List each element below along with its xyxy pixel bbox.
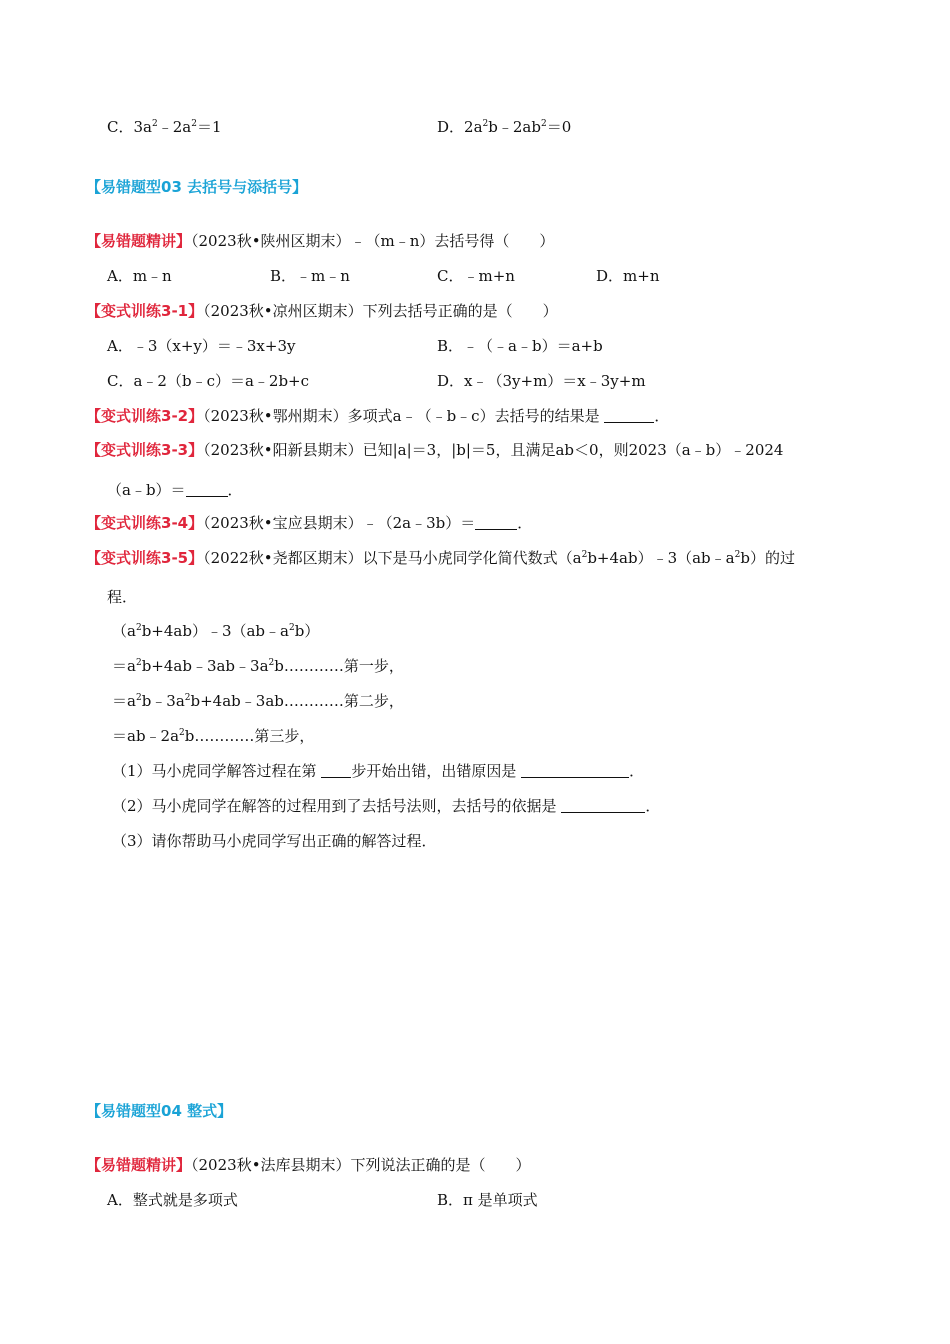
option-c: C．a﹣2（b﹣c）＝a﹣2b+c — [107, 372, 310, 390]
step-text: b+4ab﹣3ab…………第二步， — [190, 692, 404, 710]
option-d: D．m+n — [596, 267, 660, 285]
section-title-04: 【易错题型04 整式】 — [86, 1102, 233, 1120]
answer-blank[interactable] — [521, 763, 629, 778]
question-text: b+4ab）﹣3（ab﹣a — [587, 549, 735, 567]
step-text: b） — [294, 622, 320, 640]
option-b: B．π 是单项式 — [437, 1191, 538, 1209]
question-text: （2023秋•鄂州期末）多项式a﹣（﹣b﹣c）去括号的结果是 — [203, 407, 600, 425]
option-d: D．x﹣（3y+m）＝x﹣3y+m — [437, 372, 646, 390]
step-text: ＝ab﹣2a — [112, 727, 180, 745]
answer-blank[interactable] — [561, 798, 645, 813]
option-label: D． — [437, 118, 465, 136]
step-text: b+4ab）﹣3（ab﹣a — [141, 622, 289, 640]
question-text: （2023秋•凉州区期末）下列去括号正确的是（ ） — [203, 302, 558, 320]
question-v4 — [86, 513, 532, 533]
question-v5-continued: 程． — [107, 588, 138, 606]
solution-step-2 — [112, 691, 404, 711]
option-c: C．﹣m+n — [437, 267, 515, 285]
answer-blank[interactable] — [475, 515, 517, 530]
exponent: 2 — [135, 623, 142, 633]
question-tag: 【易错题精讲】 — [86, 1156, 192, 1174]
step-text: b…………第三步， — [184, 727, 315, 745]
question-tag: 【变式训练3-1】 — [86, 302, 204, 320]
question-text: （1）马小虎同学解答过程在第 — [112, 762, 317, 780]
sub-question-3: （3）请你帮助马小虎同学写出正确的解答过程． — [112, 832, 437, 850]
question-text: （2023秋•宝应县期末）﹣（2a﹣3b）＝ — [203, 514, 476, 532]
sub-question-2 — [112, 796, 660, 816]
option-c: C．$3a^2﹣2a^2=1$ — [107, 118, 222, 136]
punct: ． — [517, 514, 533, 532]
punct: ． — [645, 797, 661, 815]
solution-step-3 — [112, 726, 314, 746]
question-text: （2023秋•法库县期末）下列说法正确的是（ ） — [191, 1156, 531, 1174]
step-text: b…………第一步， — [274, 657, 404, 675]
question-tag: 【变式训练3-4】 — [86, 514, 204, 532]
exponent: 2 — [581, 550, 588, 560]
option-a: A．﹣3（x+y）＝﹣3x+3y — [107, 337, 296, 355]
question-v1 — [86, 301, 558, 321]
sub-question-1 — [112, 761, 644, 781]
answer-blank[interactable] — [321, 763, 351, 778]
exponent: 2 — [288, 623, 295, 633]
option-b: B．﹣（﹣a﹣b）＝a+b — [437, 337, 603, 355]
question-text: （2023秋•阳新县期末）已知|a|＝3，|b|＝5，且满足ab＜0，则2023（a﹣b）﹣2024 — [203, 441, 784, 459]
question-tag: 【变式训练3-3】 — [86, 441, 204, 459]
exponent: 2 — [135, 693, 142, 703]
option-b: B．﹣m﹣n — [270, 267, 350, 285]
answer-blank[interactable] — [186, 482, 228, 497]
exponent: 2 — [135, 658, 142, 668]
answer-blank[interactable] — [604, 408, 654, 423]
question-text: 步开始出错，出错原因是 — [351, 762, 517, 780]
question-main-03 — [86, 231, 554, 251]
step-text: ＝a — [112, 657, 136, 675]
question-v3 — [86, 440, 783, 460]
exponent: 2 — [734, 550, 741, 560]
question-v5 — [86, 548, 795, 568]
section-title-03: 【易错题型03 去括号与添括号】 — [86, 178, 308, 196]
question-main-04 — [86, 1155, 531, 1175]
option-a: A．m﹣n — [107, 267, 172, 285]
step-text: （a — [112, 622, 136, 640]
solution-step-1 — [112, 656, 404, 676]
punct: ． — [227, 481, 243, 499]
option-a: A．整式就是多项式 — [107, 1191, 238, 1209]
step-text: b﹣3a — [141, 692, 185, 710]
punct: ． — [629, 762, 645, 780]
question-text: b）的过 — [740, 549, 795, 567]
solution-step-0 — [112, 621, 319, 641]
question-v3-continued — [107, 480, 243, 500]
question-v2 — [86, 406, 669, 426]
punct: ． — [654, 407, 670, 425]
exponent: 2 — [179, 728, 185, 738]
question-text: （2022秋•尧都区期末）以下是马小虎同学化简代数式（a — [203, 549, 582, 567]
option-d: D．$2a^2b﹣2ab^2=0$ — [437, 118, 572, 136]
question-text: （2023秋•陕州区期末）﹣（m﹣n）去括号得（ ） — [191, 232, 555, 250]
option-label: C． — [107, 118, 134, 136]
step-text: b+4ab﹣3ab﹣3a — [141, 657, 269, 675]
question-tag: 【易错题精讲】 — [86, 232, 192, 250]
question-tag: 【变式训练3-2】 — [86, 407, 204, 425]
exponent: 2 — [184, 693, 191, 703]
exponent: 2 — [268, 658, 275, 668]
question-text: （2）马小虎同学在解答的过程用到了去括号法则，去括号的依据是 — [112, 797, 557, 815]
question-text: （a﹣b）＝ — [107, 481, 186, 499]
question-tag: 【变式训练3-5】 — [86, 549, 204, 567]
step-text: ＝a — [112, 692, 136, 710]
